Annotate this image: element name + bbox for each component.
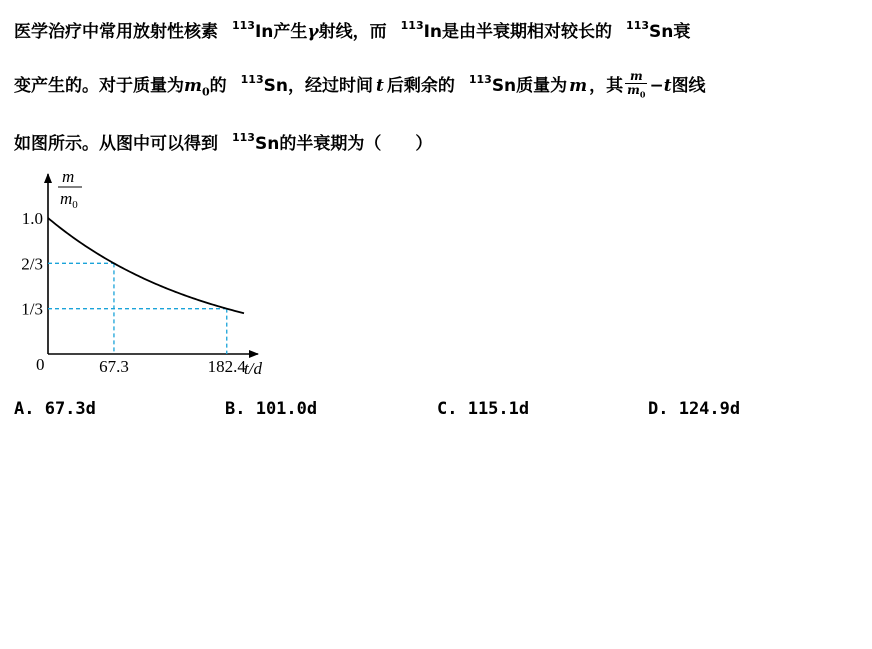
mass-number-superscript: 113 bbox=[400, 19, 424, 32]
y-tick-label: 2/3 bbox=[21, 254, 43, 274]
m-symbol: m bbox=[569, 76, 588, 96]
question-text: 医学治疗中常用放射性核素 bbox=[14, 22, 218, 42]
question-text: 的半衰期为（ ） bbox=[279, 134, 433, 154]
question-text: ，经过时间 bbox=[287, 76, 373, 96]
mass-ratio-fraction: $\frac{m}{m_0}$ bbox=[627, 69, 646, 100]
guide-lines bbox=[48, 263, 227, 354]
mass-number-superscript: 113 bbox=[468, 73, 492, 86]
question-text: 后剩余的 bbox=[386, 76, 455, 96]
origin-label: 0 bbox=[36, 355, 45, 374]
option-d[interactable]: D. 124.9d bbox=[648, 399, 741, 419]
option-b[interactable]: B. 101.0d bbox=[225, 399, 318, 419]
option-c[interactable]: C. 115.1d bbox=[437, 399, 530, 419]
isotope-sn: Sn bbox=[649, 22, 674, 42]
y-tick-label: 1/3 bbox=[21, 299, 43, 319]
mass-number-superscript: 113 bbox=[626, 19, 650, 32]
question-text: 产生 bbox=[273, 22, 308, 42]
option-a[interactable]: A. 67.3d bbox=[14, 399, 96, 419]
question-text: 如图所示。从图中可以得到 bbox=[14, 134, 218, 154]
y-axis-label-den: $m_0$ bbox=[60, 189, 78, 211]
x-tick-labels bbox=[99, 357, 246, 376]
question-text: 质量为 bbox=[516, 76, 568, 96]
y-axis-label-num: m bbox=[62, 167, 75, 186]
x-tick-label: 182.4 bbox=[207, 357, 246, 376]
mass-number-superscript: 113 bbox=[232, 19, 255, 32]
y-tick-label: 1.0 bbox=[21, 209, 43, 228]
question-text: 图线 bbox=[671, 76, 706, 96]
t-symbol: t bbox=[375, 76, 384, 96]
question-text: 变产生的。对于质量为 bbox=[14, 76, 184, 96]
m0-symbol: $m_0$ bbox=[184, 76, 210, 99]
question-text: 是由半衰期相对较长的 bbox=[442, 22, 613, 42]
question-text: 射线，而 bbox=[318, 22, 387, 42]
isotope-sn: Sn bbox=[254, 134, 280, 154]
question-text: 衰 bbox=[673, 22, 691, 42]
decay-graph bbox=[0, 160, 300, 390]
mass-number-superscript: 113 bbox=[240, 73, 264, 86]
y-tick-labels bbox=[21, 209, 43, 319]
question-line-1 bbox=[14, 14, 690, 44]
gamma-symbol: γ bbox=[307, 22, 319, 42]
isotope-sn: Sn bbox=[263, 76, 288, 96]
question-text: ，其 bbox=[589, 76, 624, 96]
question-line-2 bbox=[14, 68, 706, 104]
question-line-3 bbox=[14, 126, 432, 156]
mass-number-superscript: 113 bbox=[232, 131, 255, 144]
decay-curve bbox=[48, 218, 244, 313]
x-axis-label: t/d bbox=[244, 359, 262, 378]
minus-t-symbol: −t bbox=[649, 76, 672, 96]
question-text: 的 bbox=[209, 76, 227, 96]
isotope-in: In bbox=[254, 22, 274, 42]
x-tick-label: 67.3 bbox=[99, 357, 129, 376]
isotope-sn: Sn bbox=[491, 76, 517, 96]
isotope-in: In bbox=[423, 22, 443, 42]
